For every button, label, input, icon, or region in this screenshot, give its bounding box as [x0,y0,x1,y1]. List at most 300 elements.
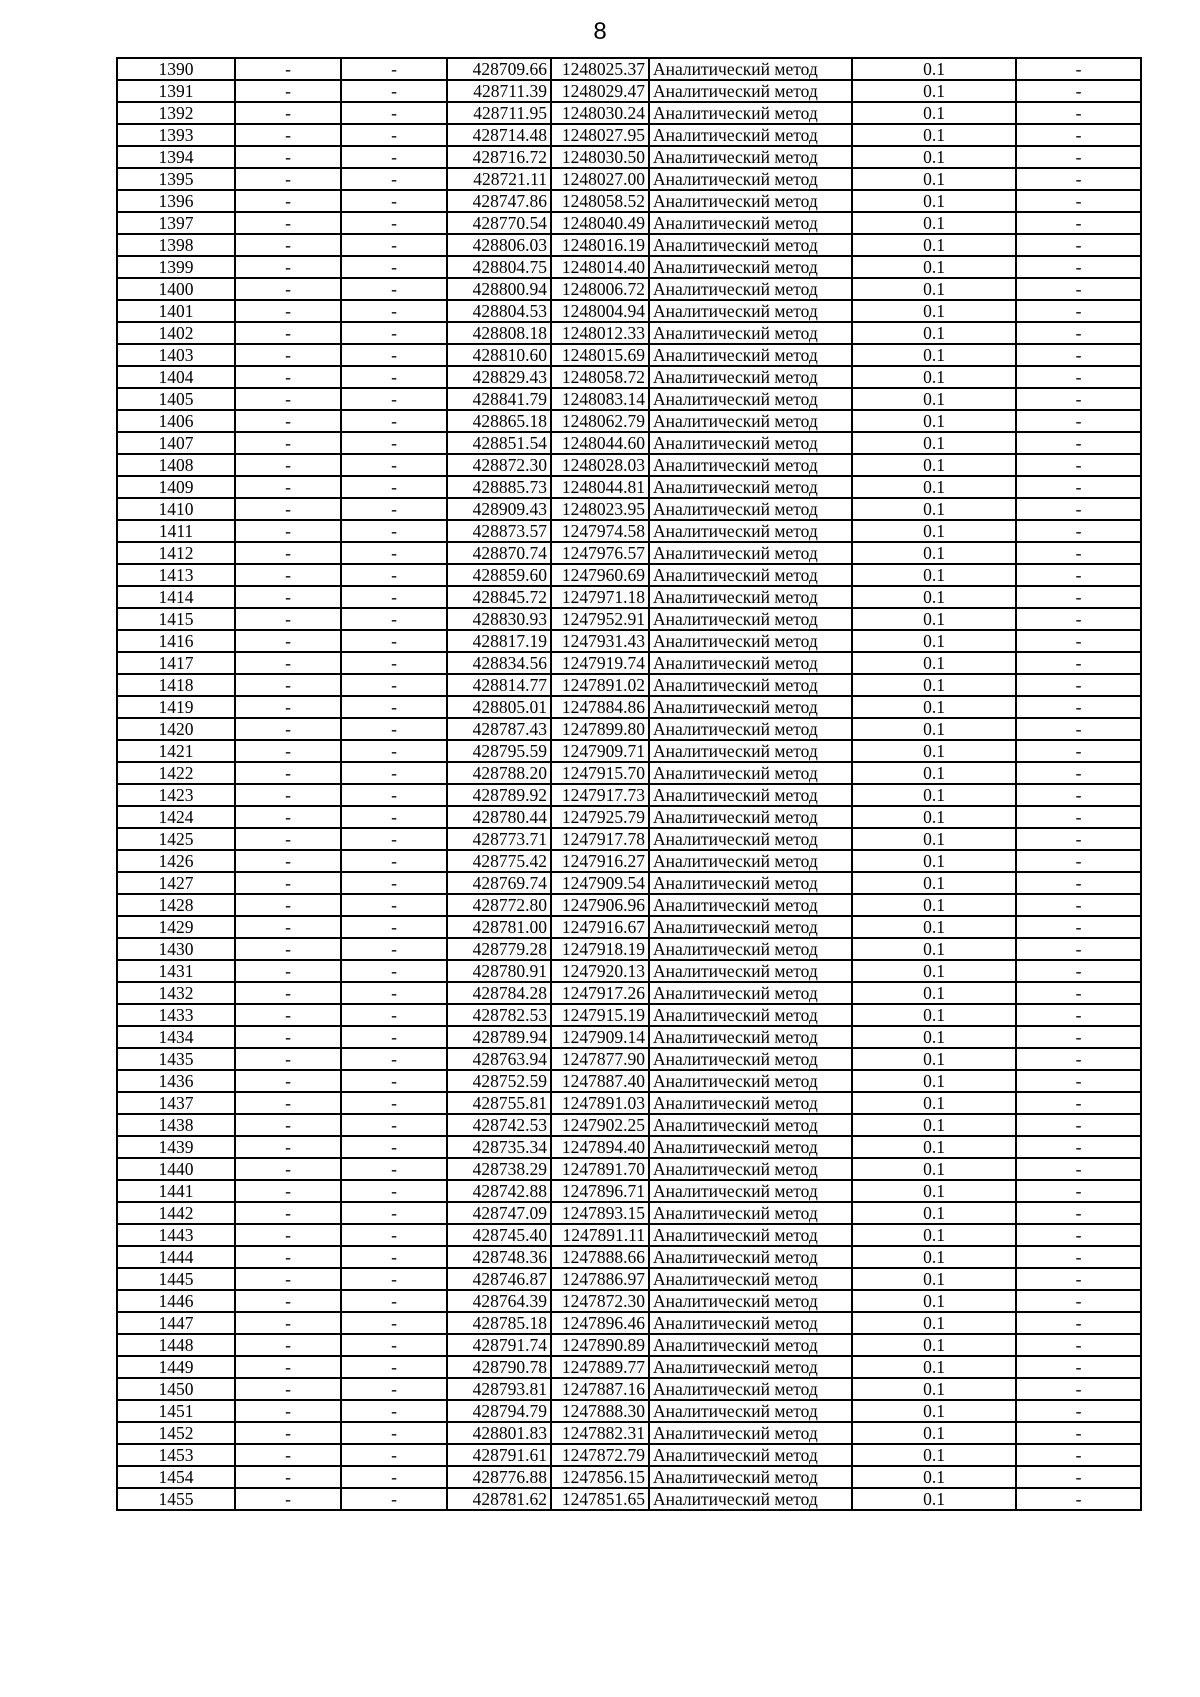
x-coordinate-cell: 428791.74 [447,1334,551,1356]
point-number-cell: 1448 [117,1334,235,1356]
dash-cell: - [1016,344,1141,366]
y-coordinate-cell: 1247925.79 [551,806,649,828]
dash-cell: - [1016,1268,1141,1290]
y-coordinate-cell: 1247889.77 [551,1356,649,1378]
y-coordinate-cell: 1247906.96 [551,894,649,916]
x-coordinate-cell: 428780.91 [447,960,551,982]
dash-cell: - [235,388,341,410]
accuracy-cell: 0.1 [852,762,1016,784]
y-coordinate-cell: 1247891.11 [551,1224,649,1246]
method-cell: Аналитический метод [649,146,852,168]
y-coordinate-cell: 1247891.03 [551,1092,649,1114]
x-coordinate-cell: 428789.94 [447,1026,551,1048]
accuracy-cell: 0.1 [852,388,1016,410]
accuracy-cell: 0.1 [852,168,1016,190]
x-coordinate-cell: 428788.20 [447,762,551,784]
accuracy-cell: 0.1 [852,916,1016,938]
dash-cell: - [235,1400,341,1422]
x-coordinate-cell: 428793.81 [447,1378,551,1400]
x-coordinate-cell: 428714.48 [447,124,551,146]
method-cell: Аналитический метод [649,1488,852,1510]
x-coordinate-cell: 428800.94 [447,278,551,300]
table-row [117,982,1141,1004]
table-row [117,1246,1141,1268]
dash-cell: - [1016,938,1141,960]
accuracy-cell: 0.1 [852,1092,1016,1114]
dash-cell: - [1016,102,1141,124]
table-row [117,762,1141,784]
accuracy-cell: 0.1 [852,982,1016,1004]
method-cell: Аналитический метод [649,1202,852,1224]
y-coordinate-cell: 1248083.14 [551,388,649,410]
dash-cell: - [1016,1070,1141,1092]
method-cell: Аналитический метод [649,1290,852,1312]
dash-cell: - [235,586,341,608]
dash-cell: - [235,718,341,740]
point-number-cell: 1406 [117,410,235,432]
point-number-cell: 1397 [117,212,235,234]
method-cell: Аналитический метод [649,696,852,718]
method-cell: Аналитический метод [649,740,852,762]
dash-cell: - [1016,696,1141,718]
point-number-cell: 1445 [117,1268,235,1290]
dash-cell: - [341,586,447,608]
y-coordinate-cell: 1247896.71 [551,1180,649,1202]
dash-cell: - [341,1070,447,1092]
y-coordinate-cell: 1247887.40 [551,1070,649,1092]
x-coordinate-cell: 428776.88 [447,1466,551,1488]
dash-cell: - [1016,212,1141,234]
method-cell: Аналитический метод [649,630,852,652]
dash-cell: - [341,58,447,80]
x-coordinate-cell: 428804.53 [447,300,551,322]
point-number-cell: 1453 [117,1444,235,1466]
accuracy-cell: 0.1 [852,432,1016,454]
y-coordinate-cell: 1247894.40 [551,1136,649,1158]
accuracy-cell: 0.1 [852,1312,1016,1334]
dash-cell: - [235,410,341,432]
dash-cell: - [235,256,341,278]
dash-cell: - [341,1488,447,1510]
table-row [117,1444,1141,1466]
x-coordinate-cell: 428735.34 [447,1136,551,1158]
y-coordinate-cell: 1247856.15 [551,1466,649,1488]
y-coordinate-cell: 1247917.78 [551,828,649,850]
point-number-cell: 1431 [117,960,235,982]
dash-cell: - [1016,1004,1141,1026]
accuracy-cell: 0.1 [852,564,1016,586]
dash-cell: - [341,1290,447,1312]
accuracy-cell: 0.1 [852,586,1016,608]
accuracy-cell: 0.1 [852,784,1016,806]
dash-cell: - [1016,410,1141,432]
table-row [117,432,1141,454]
point-number-cell: 1422 [117,762,235,784]
dash-cell: - [1016,234,1141,256]
dash-cell: - [1016,564,1141,586]
table-body [117,58,1141,1510]
dash-cell: - [341,916,447,938]
accuracy-cell: 0.1 [852,1114,1016,1136]
y-coordinate-cell: 1248027.95 [551,124,649,146]
table-row [117,916,1141,938]
point-number-cell: 1433 [117,1004,235,1026]
point-number-cell: 1427 [117,872,235,894]
y-coordinate-cell: 1247960.69 [551,564,649,586]
x-coordinate-cell: 428829.43 [447,366,551,388]
accuracy-cell: 0.1 [852,1290,1016,1312]
y-coordinate-cell: 1248040.49 [551,212,649,234]
dash-cell: - [235,1224,341,1246]
table-row [117,146,1141,168]
point-number-cell: 1405 [117,388,235,410]
dash-cell: - [1016,630,1141,652]
point-number-cell: 1438 [117,1114,235,1136]
dash-cell: - [235,80,341,102]
table-row [117,1268,1141,1290]
dash-cell: - [341,960,447,982]
dash-cell: - [341,1136,447,1158]
x-coordinate-cell: 428770.54 [447,212,551,234]
point-number-cell: 1418 [117,674,235,696]
y-coordinate-cell: 1248030.50 [551,146,649,168]
dash-cell: - [235,1246,341,1268]
dash-cell: - [235,146,341,168]
table-row [117,872,1141,894]
x-coordinate-cell: 428755.81 [447,1092,551,1114]
dash-cell: - [1016,80,1141,102]
dash-cell: - [1016,916,1141,938]
dash-cell: - [235,498,341,520]
table-row [117,190,1141,212]
dash-cell: - [341,1334,447,1356]
dash-cell: - [341,1312,447,1334]
dash-cell: - [235,234,341,256]
point-number-cell: 1436 [117,1070,235,1092]
x-coordinate-cell: 428747.86 [447,190,551,212]
dash-cell: - [235,432,341,454]
dash-cell: - [235,960,341,982]
dash-cell: - [235,190,341,212]
x-coordinate-cell: 428742.53 [447,1114,551,1136]
dash-cell: - [235,1290,341,1312]
dash-cell: - [1016,168,1141,190]
accuracy-cell: 0.1 [852,960,1016,982]
table-row [117,740,1141,762]
table-row [117,1180,1141,1202]
x-coordinate-cell: 428814.77 [447,674,551,696]
table-row [117,1466,1141,1488]
dash-cell: - [341,828,447,850]
accuracy-cell: 0.1 [852,520,1016,542]
x-coordinate-cell: 428769.74 [447,872,551,894]
dash-cell: - [235,608,341,630]
dash-cell: - [341,894,447,916]
dash-cell: - [341,1378,447,1400]
table-row [117,322,1141,344]
method-cell: Аналитический метод [649,850,852,872]
dash-cell: - [235,168,341,190]
accuracy-cell: 0.1 [852,1444,1016,1466]
table-row [117,564,1141,586]
method-cell: Аналитический метод [649,652,852,674]
dash-cell: - [1016,1400,1141,1422]
dash-cell: - [235,1070,341,1092]
dash-cell: - [341,410,447,432]
table-row [117,1356,1141,1378]
dash-cell: - [235,1048,341,1070]
x-coordinate-cell: 428763.94 [447,1048,551,1070]
method-cell: Аналитический метод [649,476,852,498]
accuracy-cell: 0.1 [852,806,1016,828]
x-coordinate-cell: 428872.30 [447,454,551,476]
x-coordinate-cell: 428711.95 [447,102,551,124]
method-cell: Аналитический метод [649,1180,852,1202]
dash-cell: - [341,300,447,322]
x-coordinate-cell: 428784.28 [447,982,551,1004]
dash-cell: - [1016,124,1141,146]
y-coordinate-cell: 1248028.03 [551,454,649,476]
dash-cell: - [1016,762,1141,784]
table-row [117,938,1141,960]
x-coordinate-cell: 428806.03 [447,234,551,256]
x-coordinate-cell: 428817.19 [447,630,551,652]
accuracy-cell: 0.1 [852,366,1016,388]
dash-cell: - [235,1092,341,1114]
method-cell: Аналитический метод [649,1444,852,1466]
y-coordinate-cell: 1248015.69 [551,344,649,366]
x-coordinate-cell: 428870.74 [447,542,551,564]
dash-cell: - [235,1004,341,1026]
accuracy-cell: 0.1 [852,1048,1016,1070]
dash-cell: - [341,982,447,1004]
dash-cell: - [235,806,341,828]
dash-cell: - [1016,1334,1141,1356]
y-coordinate-cell: 1247918.19 [551,938,649,960]
y-coordinate-cell: 1247891.70 [551,1158,649,1180]
point-number-cell: 1432 [117,982,235,1004]
table-row [117,1400,1141,1422]
table-row [117,80,1141,102]
dash-cell: - [235,828,341,850]
dash-cell: - [341,1114,447,1136]
dash-cell: - [341,718,447,740]
x-coordinate-cell: 428791.61 [447,1444,551,1466]
y-coordinate-cell: 1247917.26 [551,982,649,1004]
point-number-cell: 1426 [117,850,235,872]
y-coordinate-cell: 1247915.70 [551,762,649,784]
table-row [117,1114,1141,1136]
x-coordinate-cell: 428746.87 [447,1268,551,1290]
point-number-cell: 1444 [117,1246,235,1268]
dash-cell: - [1016,1180,1141,1202]
method-cell: Аналитический метод [649,278,852,300]
y-coordinate-cell: 1247916.27 [551,850,649,872]
method-cell: Аналитический метод [649,498,852,520]
table-row [117,696,1141,718]
method-cell: Аналитический метод [649,542,852,564]
dash-cell: - [235,894,341,916]
dash-cell: - [341,564,447,586]
point-number-cell: 1417 [117,652,235,674]
dash-cell: - [1016,1356,1141,1378]
accuracy-cell: 0.1 [852,718,1016,740]
point-number-cell: 1424 [117,806,235,828]
dash-cell: - [1016,1444,1141,1466]
y-coordinate-cell: 1248058.52 [551,190,649,212]
accuracy-cell: 0.1 [852,300,1016,322]
method-cell: Аналитический метод [649,608,852,630]
method-cell: Аналитический метод [649,718,852,740]
point-number-cell: 1409 [117,476,235,498]
dash-cell: - [341,608,447,630]
dash-cell: - [235,850,341,872]
dash-cell: - [341,784,447,806]
accuracy-cell: 0.1 [852,234,1016,256]
x-coordinate-cell: 428801.83 [447,1422,551,1444]
table-row [117,894,1141,916]
table-row [117,630,1141,652]
accuracy-cell: 0.1 [852,1070,1016,1092]
dash-cell: - [235,212,341,234]
dash-cell: - [235,278,341,300]
dash-cell: - [235,1378,341,1400]
dash-cell: - [1016,1290,1141,1312]
point-number-cell: 1400 [117,278,235,300]
method-cell: Аналитический метод [649,982,852,1004]
dash-cell: - [235,674,341,696]
x-coordinate-cell: 428764.39 [447,1290,551,1312]
point-number-cell: 1420 [117,718,235,740]
y-coordinate-cell: 1247919.74 [551,652,649,674]
x-coordinate-cell: 428772.80 [447,894,551,916]
point-number-cell: 1415 [117,608,235,630]
x-coordinate-cell: 428742.88 [447,1180,551,1202]
dash-cell: - [341,674,447,696]
dash-cell: - [1016,520,1141,542]
method-cell: Аналитический метод [649,1070,852,1092]
accuracy-cell: 0.1 [852,1268,1016,1290]
dash-cell: - [1016,1026,1141,1048]
y-coordinate-cell: 1248058.72 [551,366,649,388]
dash-cell: - [341,234,447,256]
method-cell: Аналитический метод [649,960,852,982]
dash-cell: - [235,1136,341,1158]
x-coordinate-cell: 428804.75 [447,256,551,278]
point-number-cell: 1437 [117,1092,235,1114]
x-coordinate-cell: 428808.18 [447,322,551,344]
method-cell: Аналитический метод [649,190,852,212]
method-cell: Аналитический метод [649,322,852,344]
table-row [117,344,1141,366]
point-number-cell: 1429 [117,916,235,938]
y-coordinate-cell: 1247909.54 [551,872,649,894]
dash-cell: - [1016,828,1141,850]
y-coordinate-cell: 1248044.81 [551,476,649,498]
y-coordinate-cell: 1247915.19 [551,1004,649,1026]
y-coordinate-cell: 1248029.47 [551,80,649,102]
point-number-cell: 1454 [117,1466,235,1488]
table-row [117,1092,1141,1114]
y-coordinate-cell: 1247971.18 [551,586,649,608]
y-coordinate-cell: 1248030.24 [551,102,649,124]
accuracy-cell: 0.1 [852,850,1016,872]
dash-cell: - [235,564,341,586]
dash-cell: - [341,124,447,146]
dash-cell: - [341,762,447,784]
dash-cell: - [1016,454,1141,476]
y-coordinate-cell: 1247931.43 [551,630,649,652]
accuracy-cell: 0.1 [852,322,1016,344]
y-coordinate-cell: 1247851.65 [551,1488,649,1510]
point-number-cell: 1402 [117,322,235,344]
dash-cell: - [341,520,447,542]
accuracy-cell: 0.1 [852,410,1016,432]
y-coordinate-cell: 1247872.30 [551,1290,649,1312]
dash-cell: - [1016,718,1141,740]
accuracy-cell: 0.1 [852,344,1016,366]
y-coordinate-cell: 1248027.00 [551,168,649,190]
method-cell: Аналитический метод [649,1422,852,1444]
dash-cell: - [341,80,447,102]
table-row [117,476,1141,498]
accuracy-cell: 0.1 [852,652,1016,674]
method-cell: Аналитический метод [649,564,852,586]
accuracy-cell: 0.1 [852,58,1016,80]
dash-cell: - [341,542,447,564]
dash-cell: - [235,1334,341,1356]
dash-cell: - [341,630,447,652]
table-row [117,1334,1141,1356]
x-coordinate-cell: 428845.72 [447,586,551,608]
accuracy-cell: 0.1 [852,190,1016,212]
dash-cell: - [1016,190,1141,212]
point-number-cell: 1443 [117,1224,235,1246]
x-coordinate-cell: 428775.42 [447,850,551,872]
method-cell: Аналитический метод [649,674,852,696]
dash-cell: - [341,1466,447,1488]
dash-cell: - [235,300,341,322]
table-row [117,212,1141,234]
accuracy-cell: 0.1 [852,498,1016,520]
point-number-cell: 1451 [117,1400,235,1422]
dash-cell: - [235,1114,341,1136]
dash-cell: - [1016,476,1141,498]
accuracy-cell: 0.1 [852,454,1016,476]
dash-cell: - [1016,1114,1141,1136]
accuracy-cell: 0.1 [852,212,1016,234]
dash-cell: - [341,498,447,520]
method-cell: Аналитический метод [649,1026,852,1048]
point-number-cell: 1446 [117,1290,235,1312]
dash-cell: - [1016,784,1141,806]
dash-cell: - [235,102,341,124]
table-row [117,1026,1141,1048]
dash-cell: - [1016,894,1141,916]
dash-cell: - [1016,1246,1141,1268]
accuracy-cell: 0.1 [852,1136,1016,1158]
x-coordinate-cell: 428830.93 [447,608,551,630]
point-number-cell: 1440 [117,1158,235,1180]
accuracy-cell: 0.1 [852,278,1016,300]
x-coordinate-cell: 428794.79 [447,1400,551,1422]
accuracy-cell: 0.1 [852,1488,1016,1510]
y-coordinate-cell: 1247872.79 [551,1444,649,1466]
dash-cell: - [235,542,341,564]
y-coordinate-cell: 1247891.02 [551,674,649,696]
point-number-cell: 1423 [117,784,235,806]
dash-cell: - [1016,1158,1141,1180]
